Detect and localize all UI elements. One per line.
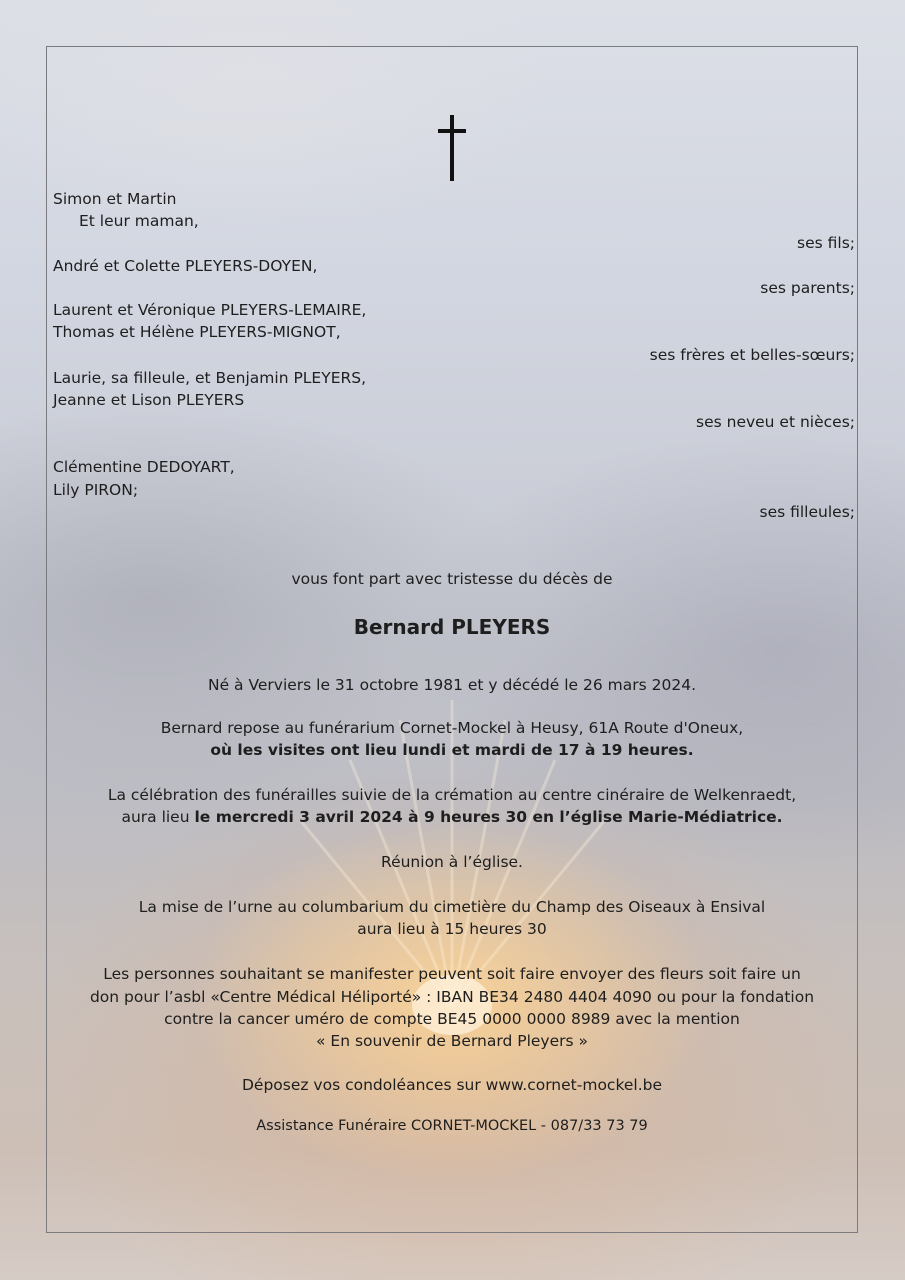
nephew-name: Laurie, sa filleule, et Benjamin PLEYERS, bbox=[53, 369, 367, 387]
nephew-name: Jeanne et Lison PLEYERS bbox=[53, 391, 245, 409]
goddaughter-name: Lily PIRON; bbox=[53, 481, 139, 499]
urn-text: La mise de l’urne au columbarium du cimetière du Champ des Oiseaux à Ensival bbox=[138, 898, 766, 916]
ceremony-date: le mercredi 3 avril 2024 à 9 heures 30 en l’église Marie-Médiatrice. bbox=[194, 808, 783, 826]
ceremony-date-line bbox=[46, 807, 858, 827]
intro-text: vous font part avec tristesse du décès de bbox=[291, 570, 613, 588]
ceremony-date-prefix: aura lieu bbox=[121, 808, 195, 826]
funeral-home-contact: Assistance Funéraire CORNET-MOCKEL - 087/33 73 79 bbox=[256, 1118, 648, 1134]
deceased-name: Bernard PLEYERS bbox=[353, 615, 551, 639]
sons-role: ses fils; bbox=[797, 234, 855, 252]
urn-time: aura lieu à 15 heures 30 bbox=[357, 920, 547, 938]
donation-text: Les personnes souhaitant se manifester peuvent soit faire envoyer des fleurs soit faire un bbox=[103, 965, 801, 983]
donation-text: contre la cancer uméro de compte BE45 0000 0000 8989 avec la mention bbox=[164, 1010, 740, 1028]
goddaughter-name: Clémentine DEDOYART, bbox=[53, 458, 235, 476]
cross-icon bbox=[437, 115, 467, 185]
parents-role: ses parents; bbox=[760, 279, 855, 297]
sibling-name: Thomas et Hélène PLEYERS-MIGNOT, bbox=[53, 323, 341, 341]
ceremony-text: La célébration des funérailles suivie de la crémation au centre cinéraire de Welkenraedt, bbox=[107, 786, 797, 804]
condolences-text: Déposez vos condoléances sur www.cornet-mockel.be bbox=[241, 1076, 663, 1094]
visits-text: où les visites ont lieu lundi et mardi de 17 à 19 heures. bbox=[210, 741, 694, 759]
repose-text: Bernard repose au funérarium Cornet-Mockel à Heusy, 61A Route d'Oneux, bbox=[160, 719, 744, 737]
goddaughters-role: ses filleules; bbox=[759, 503, 855, 521]
siblings-role: ses frères et belles-sœurs; bbox=[649, 346, 855, 364]
nephews-role: ses neveu et nièces; bbox=[696, 413, 855, 431]
sons-names: Simon et Martin bbox=[53, 190, 177, 208]
donation-text: don pour l’asbl «Centre Médical Héliporté» : IBAN BE34 2480 4404 4090 ou pour la fondation bbox=[89, 988, 815, 1006]
reunion-text: Réunion à l’église. bbox=[381, 853, 523, 871]
sibling-name: Laurent et Véronique PLEYERS-LEMAIRE, bbox=[53, 301, 367, 319]
parents-names: André et Colette PLEYERS-DOYEN, bbox=[53, 257, 318, 275]
donation-mention: « En souvenir de Bernard Pleyers » bbox=[316, 1032, 588, 1050]
birth-death-text: Né à Verviers le 31 octobre 1981 et y décédé le 26 mars 2024. bbox=[207, 676, 696, 694]
sons-mother: Et leur maman, bbox=[79, 212, 199, 230]
